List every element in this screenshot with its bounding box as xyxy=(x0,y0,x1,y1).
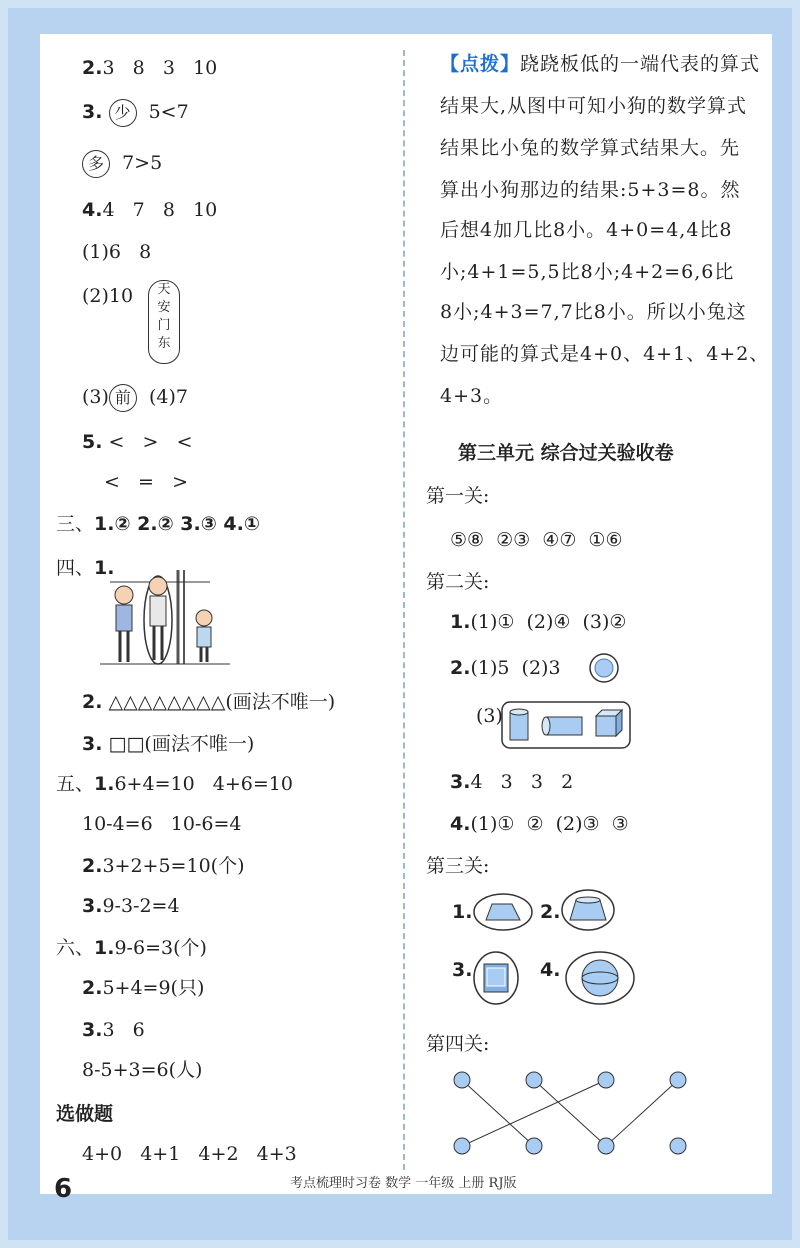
tip-paragraph: 结果比小兔的数学算式结果大。先 xyxy=(440,137,741,159)
answer-line: 4.(1)① ② (2)③ ③ xyxy=(450,813,629,835)
answer-line: 3.4 3 3 2 xyxy=(450,771,574,793)
answer-line: 8-5+3=6(人) xyxy=(82,1059,203,1081)
circled-cone-frustum-icon xyxy=(560,888,616,932)
circled-char: 多 xyxy=(82,150,110,178)
tip-paragraph: 8小;4+3=7,7比8小。所以小兔这 xyxy=(440,301,747,323)
answer-line: (3) xyxy=(476,705,503,727)
tip-paragraph: 小;4+1=5,5比8小;4+2=6,6比 xyxy=(440,261,735,283)
answer-line: (2)10 xyxy=(82,285,134,307)
circled-char: 少 xyxy=(109,99,137,127)
answer-number: 2. xyxy=(540,901,561,923)
answer-line: 10-4=6 10-6=4 xyxy=(82,813,242,835)
answer-line: 2.3+2+5=10(个) xyxy=(82,855,245,877)
answer-line: 2. △△△△△△△△(画法不唯一) xyxy=(82,691,336,713)
answer-line: 2.5+4=9(只) xyxy=(82,977,205,999)
circled-sphere-icon xyxy=(564,950,636,1006)
vertical-circled-text: 天 安 门 东 xyxy=(148,280,180,364)
tip-paragraph: 后想4加几比8小。4+0=4,4比8 xyxy=(440,219,733,241)
level-heading: 第三关: xyxy=(426,855,490,877)
answer-line: 3.3 6 xyxy=(82,1019,145,1041)
answer-line: 多 7>5 xyxy=(82,150,162,178)
answer-line: 5. < > < xyxy=(82,431,193,453)
circled-char: 前 xyxy=(109,384,137,412)
answer-line: 三、1.② 2.② 3.③ 4.① xyxy=(56,513,260,535)
circled-frustum-icon xyxy=(472,892,534,932)
tip-paragraph: 边可能的算式是4+0、4+1、4+2、 xyxy=(440,343,770,365)
answer-line: (1)6 8 xyxy=(82,241,152,263)
answer-line: < = > xyxy=(104,471,188,493)
answer-line: 3. □□(画法不唯一) xyxy=(82,733,255,755)
level-heading: 第二关: xyxy=(426,571,490,593)
page-number: 6 xyxy=(54,1174,73,1204)
answer-line: 2.(1)5 (2)3 xyxy=(450,657,561,679)
answer-number: 3. xyxy=(452,959,473,981)
footer-text: 考点梳理时习卷 数学 一年级 上册 RJ版 xyxy=(290,1176,517,1191)
circled-box-icon xyxy=(472,950,520,1006)
tip-paragraph: 4+3。 xyxy=(440,385,504,407)
level-heading: 第一关: xyxy=(426,485,490,507)
answer-line: 四、1. xyxy=(56,557,115,579)
answer-number: 4. xyxy=(540,959,561,981)
unit-title: 第三单元 综合过关验收卷 xyxy=(458,442,674,464)
circled-solids-figure xyxy=(500,700,632,750)
answer-line: 4+0 4+1 4+2 4+3 xyxy=(82,1143,297,1165)
answer-line: 五、1.6+4=10 4+6=10 xyxy=(56,773,293,795)
answer-line: ⑤⑧ ②③ ④⑦ ①⑥ xyxy=(450,529,623,551)
column-divider xyxy=(403,50,405,1170)
answer-number: 1. xyxy=(452,901,473,923)
answer-line: 3.9-3-2=4 xyxy=(82,895,180,917)
tip-paragraph: 算出小狗那边的结果:5+3=8。然 xyxy=(440,179,741,201)
answer-line: 六、1.9-6=3(个) xyxy=(56,937,207,959)
level-heading: 第四关: xyxy=(426,1033,490,1055)
answer-line: (3) 前 (4)7 xyxy=(82,384,188,412)
answer-line: 3. 少 5<7 xyxy=(82,99,189,127)
matching-lines-figure xyxy=(448,1066,692,1162)
section-heading: 选做题 xyxy=(56,1103,114,1125)
answer-line: 1.(1)① (2)④ (3)② xyxy=(450,611,627,633)
height-comparison-figure xyxy=(100,560,230,672)
tip-paragraph: 【点拨】跷跷板低的一端代表的算式 xyxy=(440,53,761,75)
tip-paragraph: 结果大,从图中可知小狗的数学算式 xyxy=(440,95,748,117)
answer-line: 4.4 7 8 10 xyxy=(82,199,218,221)
answer-line: 2.3 8 3 10 xyxy=(82,57,218,79)
circled-ball-icon xyxy=(588,652,620,684)
